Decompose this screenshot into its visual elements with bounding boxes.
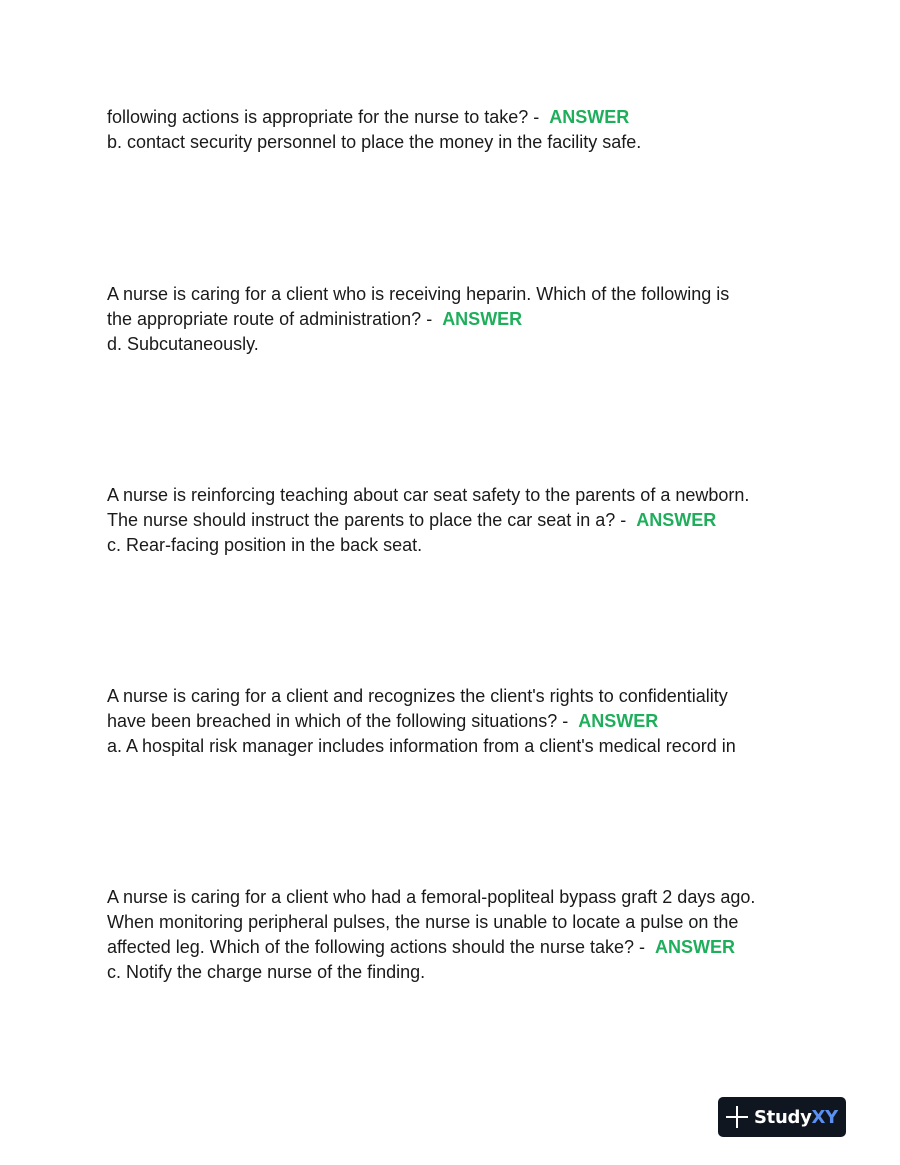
question-text: The nurse should instruct the parents to place the car seat in a? - [107, 510, 627, 530]
question-text: A nurse is caring for a client and recognizes the client's rights to confidentiality [107, 686, 728, 706]
answer-label: ANSWER [655, 937, 735, 957]
question-text: following actions is appropriate for the nurse to take? - [107, 107, 540, 127]
question-line [107, 935, 807, 960]
question-text: the appropriate route of administration? - [107, 309, 433, 329]
answer-label: ANSWER [636, 510, 717, 530]
qa-block-3 [107, 483, 807, 558]
answer-label: ANSWER [442, 309, 523, 329]
answer-text: a. A hospital risk manager includes information from a client's medical record in [107, 736, 736, 756]
question-text: A nurse is caring for a client who had a femoral-popliteal bypass graft 2 days ago. [107, 887, 756, 907]
brand-logo-text [754, 1107, 838, 1128]
answer-label: ANSWER [549, 107, 630, 127]
answer-text: c. Notify the charge nurse of the finding. [107, 962, 426, 982]
qa-block-5 [107, 885, 807, 985]
question-line [107, 709, 807, 734]
answer-text: d. Subcutaneously. [107, 334, 259, 354]
answer-label: ANSWER [578, 711, 659, 731]
plus-icon [726, 1106, 748, 1128]
question-line [107, 307, 807, 332]
studyxy-badge[interactable] [718, 1097, 846, 1137]
question-line [107, 508, 807, 533]
answer-text: b. contact security personnel to place the money in the facility safe. [107, 132, 642, 152]
brand-text-accent: XY [811, 1106, 838, 1128]
question-text: have been breached in which of the following situations? - [107, 711, 569, 731]
question-text: A nurse is caring for a client who is receiving heparin. Which of the following is [107, 284, 730, 304]
answer-text: c. Rear-facing position in the back seat. [107, 535, 423, 555]
question-text: A nurse is reinforcing teaching about car seat safety to the parents of a newborn. [107, 485, 750, 505]
question-text: When monitoring peripheral pulses, the nurse is unable to locate a pulse on the [107, 912, 739, 932]
qa-block-2 [107, 282, 807, 357]
question-text: affected leg. Which of the following actions should the nurse take? - [107, 937, 645, 957]
brand-text-main: Study [754, 1106, 812, 1128]
qa-block-1 [107, 105, 807, 155]
qa-block-4 [107, 684, 807, 759]
question-line [107, 105, 807, 130]
